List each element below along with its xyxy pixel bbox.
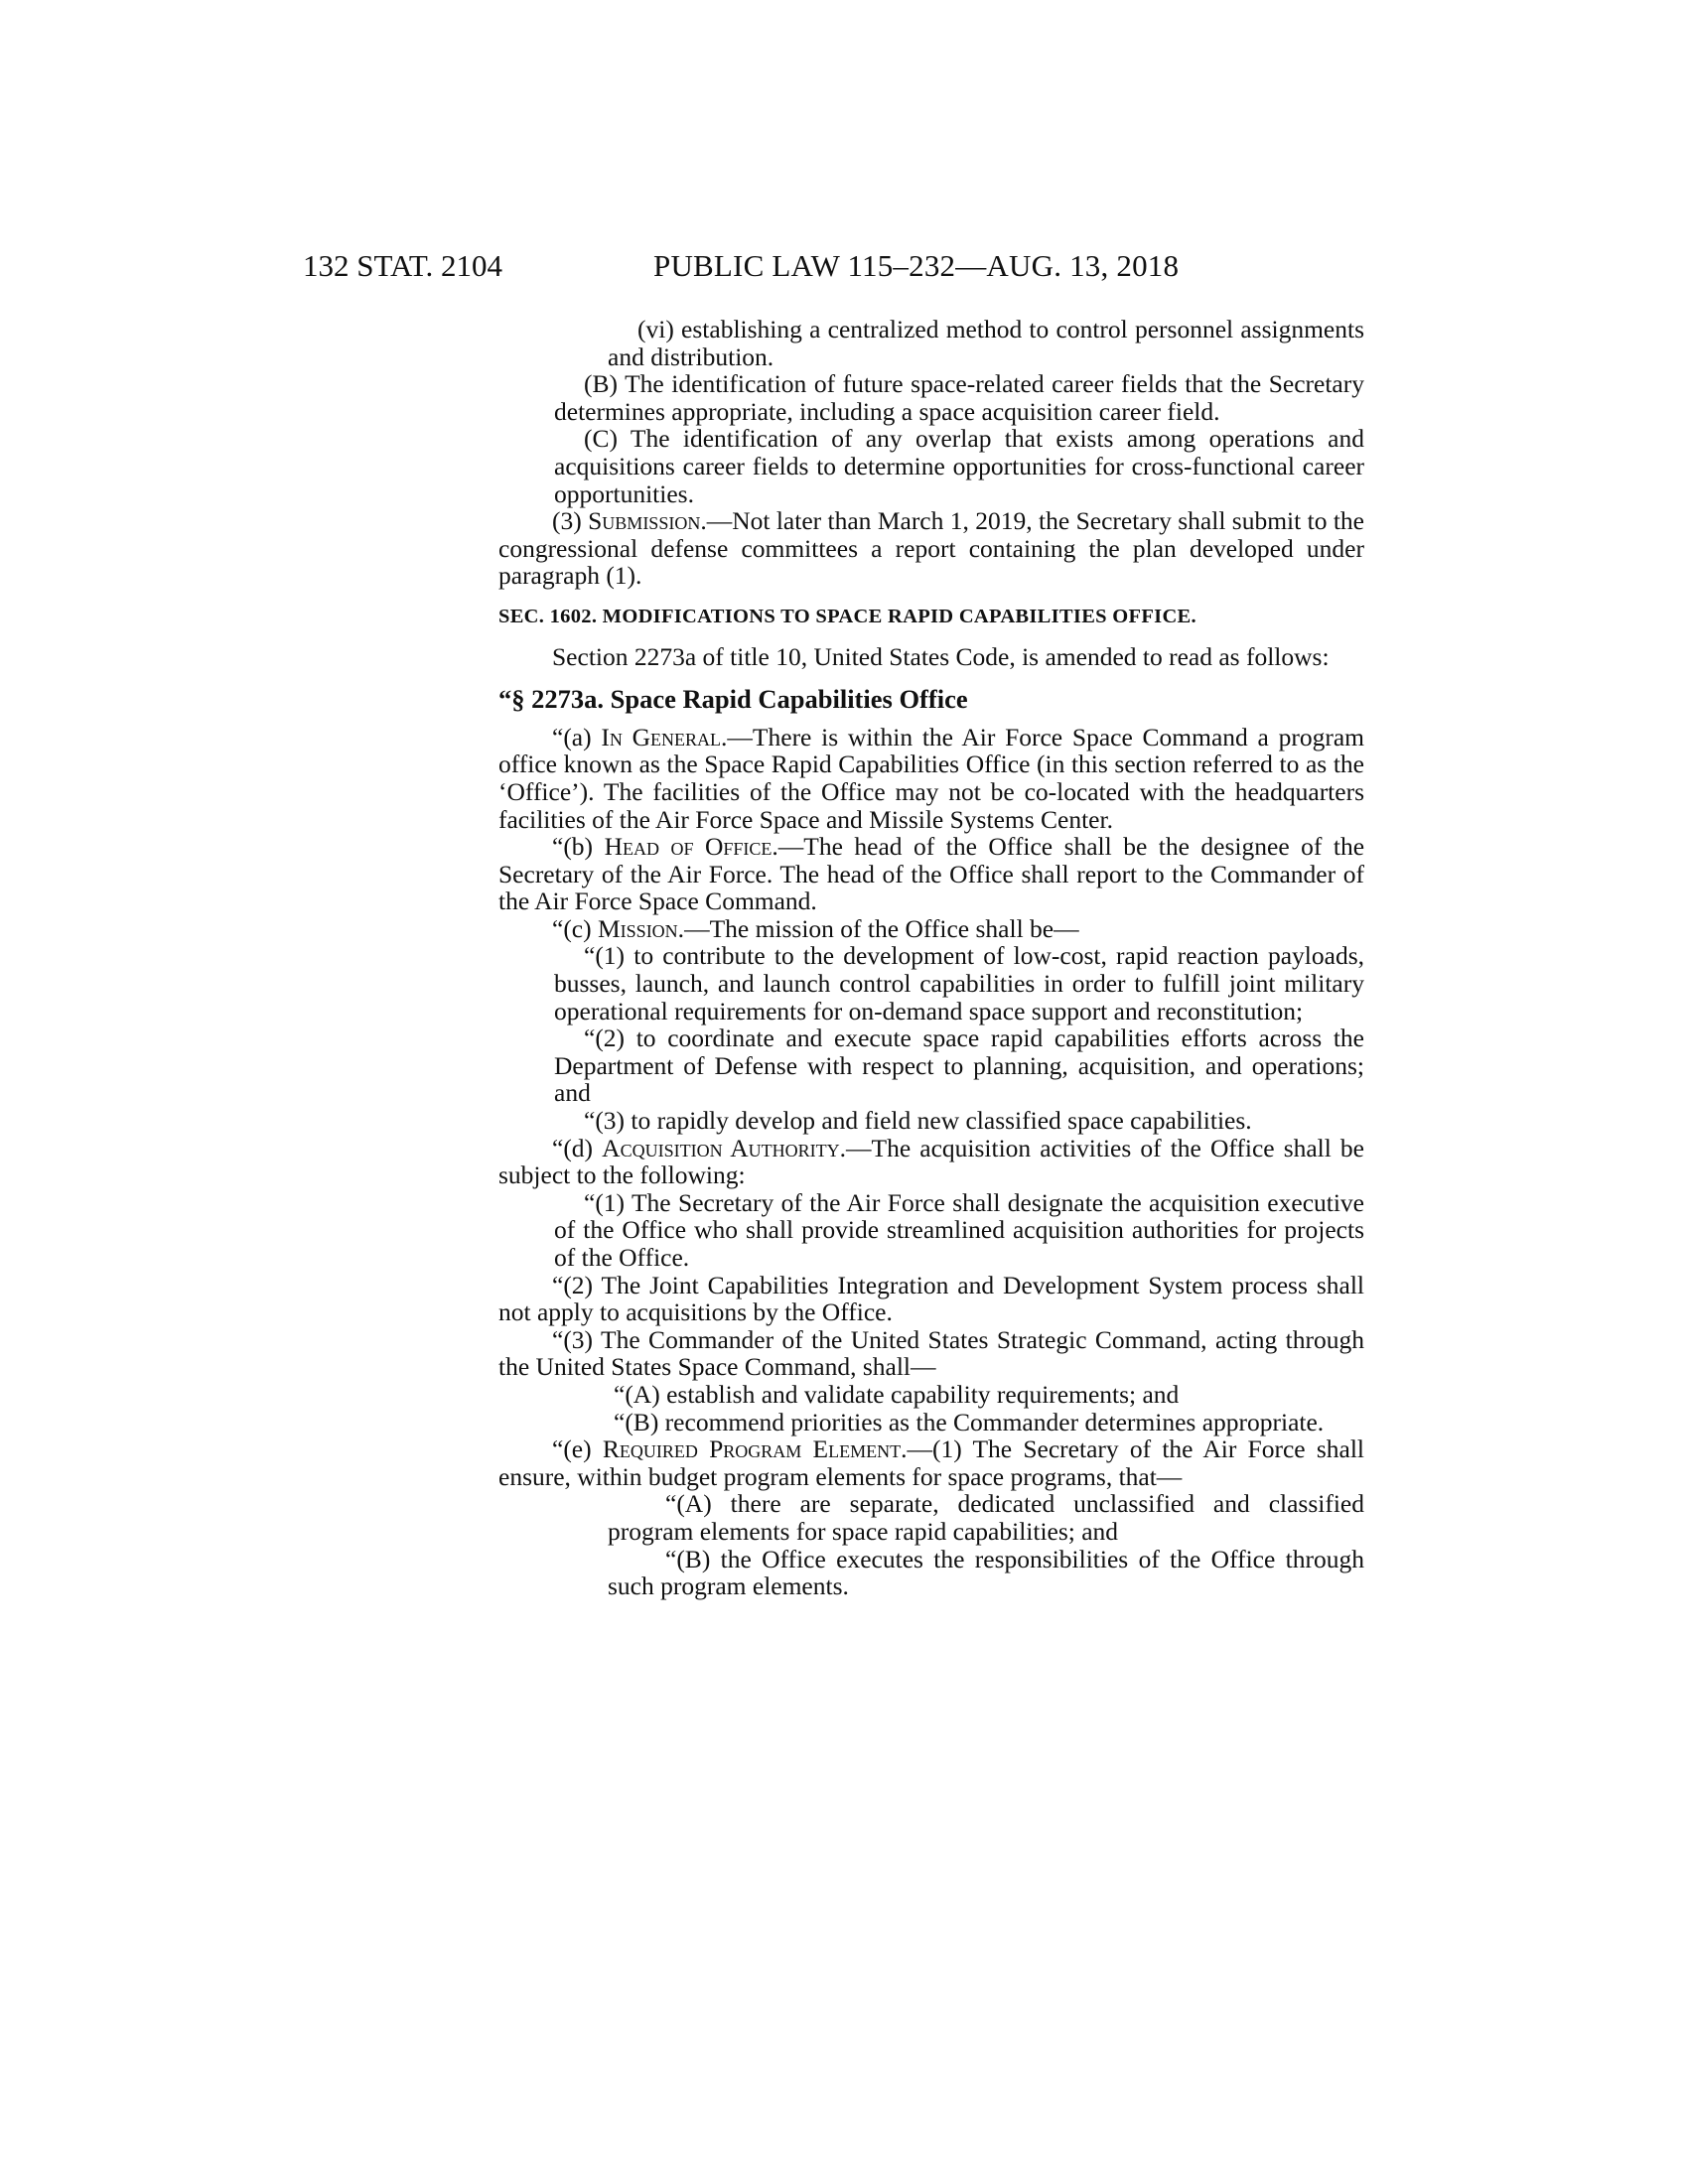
subsection-b-text: —The head of the Office shall be the designee of the Secretary of the Air Force. The head of the Office shall report to the Commander of the Air Force Space Command. [498,832,1365,916]
paragraph-d3: “(3) The Commander of the United States Strategic Command, acting through the United States Space Command, shall— [498,1324,1364,1382]
subsection-d-text: —The acquisition activities of the Office shall be subject to the following: [498,1133,1365,1190]
section-heading: SEC. 1602. MODIFICATIONS TO SPACE RAPID CAPABILITIES OFFICE. [498,605,1196,627]
paragraph-B: (B) The identification of future space-related career fields that the Secretary determines appropriate, including a space acquisition career field. [554,369,1364,426]
subsection-b-heading: Head of Office. [604,832,778,862]
paragraph-C: (C) The identification of any overlap that exists among operations and acquisitions career fields to determine opportunities for cross-functional career opportunities. [554,424,1364,508]
paragraph-submission [498,507,1364,590]
paragraph-c1: “(1) to contribute to the development of low-cost, rapid reaction payloads, busses, launch, and launch control capabilities in order to fulfill joint military operational requirements for on-demand space support and reconstitution; [554,941,1364,1025]
subsection-b [498,833,1364,915]
subsection-d-number: “(d) [552,1133,594,1162]
paragraph-c2: “(2) to coordinate and execute space rapid capabilities efforts across the Department of Defense with respect to planning, acquisition, and operations; and [554,1024,1364,1108]
subsection-b-number: “(b) [552,832,594,862]
public-law-title: PUBLIC LAW 115–232—AUG. 13, 2018 [653,248,1180,283]
submission-number: (3) [552,506,582,536]
subsection-d [498,1135,1364,1189]
subsection-e-number: “(e) [552,1434,592,1464]
paragraph-eA: “(A) there are separate, dedicated unclassified and classified program elements for space rapid capabilities; and [608,1489,1364,1546]
subsection-a [498,724,1364,833]
paragraph-vi: (vi) establishing a centralized method to control personnel assignments and distribution. [608,315,1364,371]
subsection-e [498,1435,1364,1490]
paragraph-d3B: “(B) recommend priorities as the Commander determines appropriate. [614,1407,1325,1436]
paragraph-d3A: “(A) establish and validate capability requirements; and [614,1379,1180,1409]
subsection-c-heading: Mission. [598,913,685,943]
code-section-heading: “§ 2273a. Space Rapid Capabilities Office [498,684,968,715]
submission-text: —Not later than March 1, 2019, the Secretary shall submit to the congressional defense committees a report containing the plan developed under paragraph (1). [498,506,1364,591]
page-header [0,248,1688,292]
subsection-c-text: —The mission of the Office shall be— [684,913,1079,943]
subsection-e-text: —(1) The Secretary of the Air Force shall ensure, within budget program elements for space programs, that— [498,1434,1364,1491]
section-intro: Section 2273a of title 10, United States Code, is amended to read as follows: [552,641,1330,671]
subsection-e-heading: Required Program Element. [602,1434,908,1464]
subsection-a-number: “(a) [552,722,592,751]
submission-heading: Submission. [588,506,707,536]
paragraph-d2: “(2) The Joint Capabilities Integration and Development System process shall not apply to acquisitions by the Office. [498,1270,1364,1327]
subsection-d-heading: Acquisition Authority. [602,1133,847,1162]
subsection-a-heading: In General. [601,722,728,751]
subsection-c-number: “(c) [552,913,592,943]
paragraph-eB: “(B) the Office executes the responsibilities of the Office through such program elements. [608,1544,1364,1601]
document-body [498,316,1364,1600]
subsection-c [498,915,1364,943]
paragraph-d1: “(1) The Secretary of the Air Force shall designate the acquisition executive of the Office who shall provide streamlined acquisition authorities for projects of the Office. [554,1187,1364,1272]
subsection-a-text: —There is within the Air Force Space Command a program office known as the Space Rapid Capabilities Office (in this section referred to as the ‘Office’). The facilities of the Office may not be co-located with the headquarters facilities of the Air Force Space and Missile Systems Center. [498,722,1364,834]
paragraph-c3: “(3) to rapidly develop and field new classified space capabilities. [584,1106,1252,1136]
statute-citation: 132 STAT. 2104 [303,248,503,283]
